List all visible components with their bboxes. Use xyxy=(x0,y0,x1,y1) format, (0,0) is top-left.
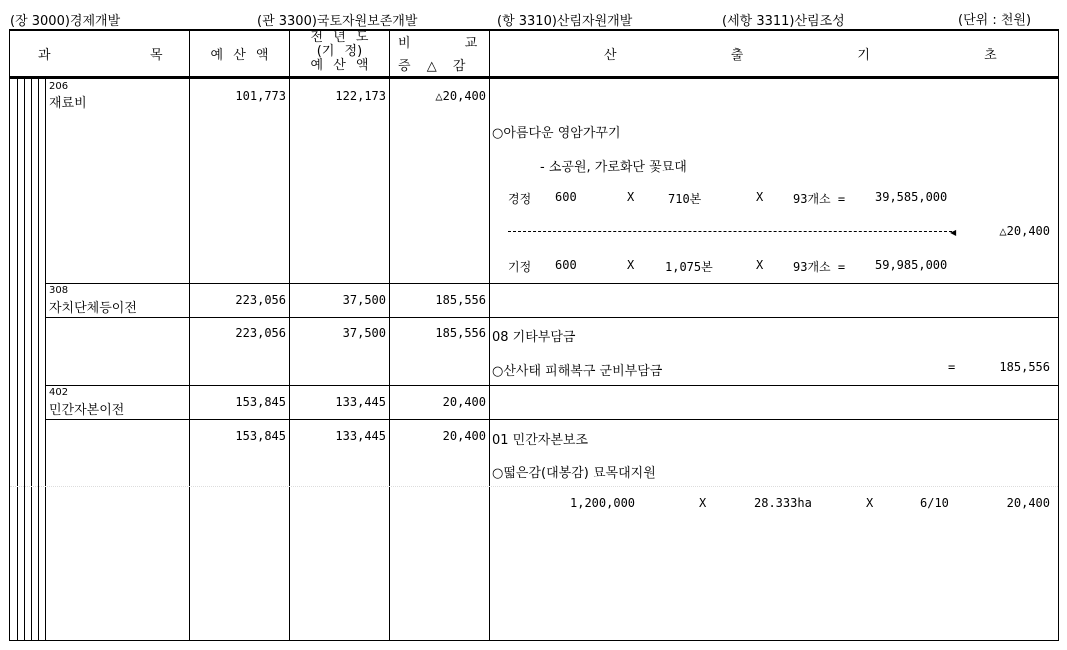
basis-title: 01 민간자본보조 xyxy=(492,433,589,448)
prev-budget-value: 133,445 xyxy=(335,429,386,443)
prev-budget-value: 37,500 xyxy=(342,326,386,340)
row-code: 206 xyxy=(49,81,69,92)
header-subject-right: 목 xyxy=(150,48,163,63)
hang-label: (항 3310)산림자원개발 xyxy=(497,14,633,29)
header-budget: 예 산 액 xyxy=(210,48,269,63)
calc-value: 6/10 xyxy=(920,496,949,510)
calc-result: 59,985,000 xyxy=(875,258,948,272)
row-divider xyxy=(46,317,1059,318)
header-prev-line1: 전 년 도 xyxy=(310,30,369,45)
diff-value: △20,400 xyxy=(435,89,486,103)
calc-value: 93개소 = xyxy=(793,260,846,274)
calc-value: 28.333ha xyxy=(754,496,812,510)
budget-value: 223,056 xyxy=(235,326,286,340)
row-code: 308 xyxy=(49,285,69,296)
hierarchy-line xyxy=(24,79,25,641)
dashed-separator xyxy=(508,231,952,232)
calc-operator: X xyxy=(756,190,764,204)
calc-value: 600 xyxy=(555,258,577,272)
budget-value: 153,845 xyxy=(235,429,286,443)
jang-label: (장 3000)경제개발 xyxy=(10,14,121,29)
gwan-label: (관 3300)국토자원보존개발 xyxy=(257,14,418,29)
prev-budget-value: 37,500 xyxy=(342,293,386,307)
basis-equals: = xyxy=(948,360,956,374)
row-name: 민간자본이전 xyxy=(49,403,125,418)
header-prev-line3: 예 산 액 xyxy=(310,58,369,73)
calc-value: 600 xyxy=(555,190,577,204)
basis-title: 08 기타부담금 xyxy=(492,330,576,345)
diff-value: 185,556 xyxy=(435,293,486,307)
header-basis: 산 출 기 초 xyxy=(604,48,997,63)
table-bottom-border xyxy=(9,640,1059,641)
budget-value: 223,056 xyxy=(235,293,286,307)
calc-value: 93개소 = xyxy=(793,192,846,206)
calc-operator: X xyxy=(866,496,874,510)
column-divider xyxy=(489,29,490,641)
header-compare-line1: 비 교 xyxy=(398,36,478,51)
budget-value: 101,773 xyxy=(235,89,286,103)
row-name: 자치단체등이전 xyxy=(49,301,137,316)
header-bottom-border xyxy=(9,76,1059,79)
row-divider xyxy=(46,283,1059,284)
hierarchy-line xyxy=(31,79,32,641)
header-subject-left: 과 xyxy=(38,48,51,63)
table-top-border xyxy=(9,29,1059,31)
prev-budget-value: 133,445 xyxy=(335,395,386,409)
hierarchy-line xyxy=(45,79,46,641)
calc-operator: X xyxy=(699,496,707,510)
basis-title: ○아름다운 영암가꾸기 xyxy=(492,126,621,141)
dash-result: △20,400 xyxy=(999,224,1050,238)
unit-label: (단위 : 천원) xyxy=(958,13,1032,28)
basis-item: ○산사태 피해복구 군비부담금 xyxy=(492,364,663,379)
calc-value: 1,200,000 xyxy=(570,496,636,510)
hierarchy-line xyxy=(17,79,18,641)
header-compare-line2: 증 △ 감 xyxy=(398,59,466,74)
table-right-border xyxy=(1058,29,1059,641)
prev-budget-value: 122,173 xyxy=(335,89,386,103)
diff-value: 20,400 xyxy=(442,395,486,409)
row-name: 재료비 xyxy=(49,96,87,111)
calc-operator: X xyxy=(756,258,764,272)
budget-value: 153,845 xyxy=(235,395,286,409)
calc-label: 기정 xyxy=(508,260,532,274)
diff-value: 20,400 xyxy=(442,429,486,443)
calc-value: 710본 xyxy=(668,192,702,206)
arrow-head: ◀ xyxy=(950,228,957,237)
basis-amount: 185,556 xyxy=(999,360,1050,374)
diff-value: 185,556 xyxy=(435,326,486,340)
hierarchy-line xyxy=(38,79,39,641)
page-break-line xyxy=(10,486,1058,487)
table-left-border xyxy=(9,29,10,641)
calc-label: 경정 xyxy=(508,192,532,206)
calc-result: 39,585,000 xyxy=(875,190,948,204)
calc-operator: X xyxy=(627,258,635,272)
basis-sub: - 소공원, 가로화단 꽃묘대 xyxy=(540,160,687,175)
basis-item: ○떫은감(대봉감) 묘목대지원 xyxy=(492,466,656,481)
row-divider xyxy=(46,419,1059,420)
row-divider xyxy=(46,385,1059,386)
calc-operator: X xyxy=(627,190,635,204)
row-code: 402 xyxy=(49,387,69,398)
calc-result: 20,400 xyxy=(1006,496,1050,510)
calc-value: 1,075본 xyxy=(665,260,713,274)
header-prev-line2: (기 정) xyxy=(316,44,363,59)
sehang-label: (세항 3311)산림조성 xyxy=(722,14,845,29)
